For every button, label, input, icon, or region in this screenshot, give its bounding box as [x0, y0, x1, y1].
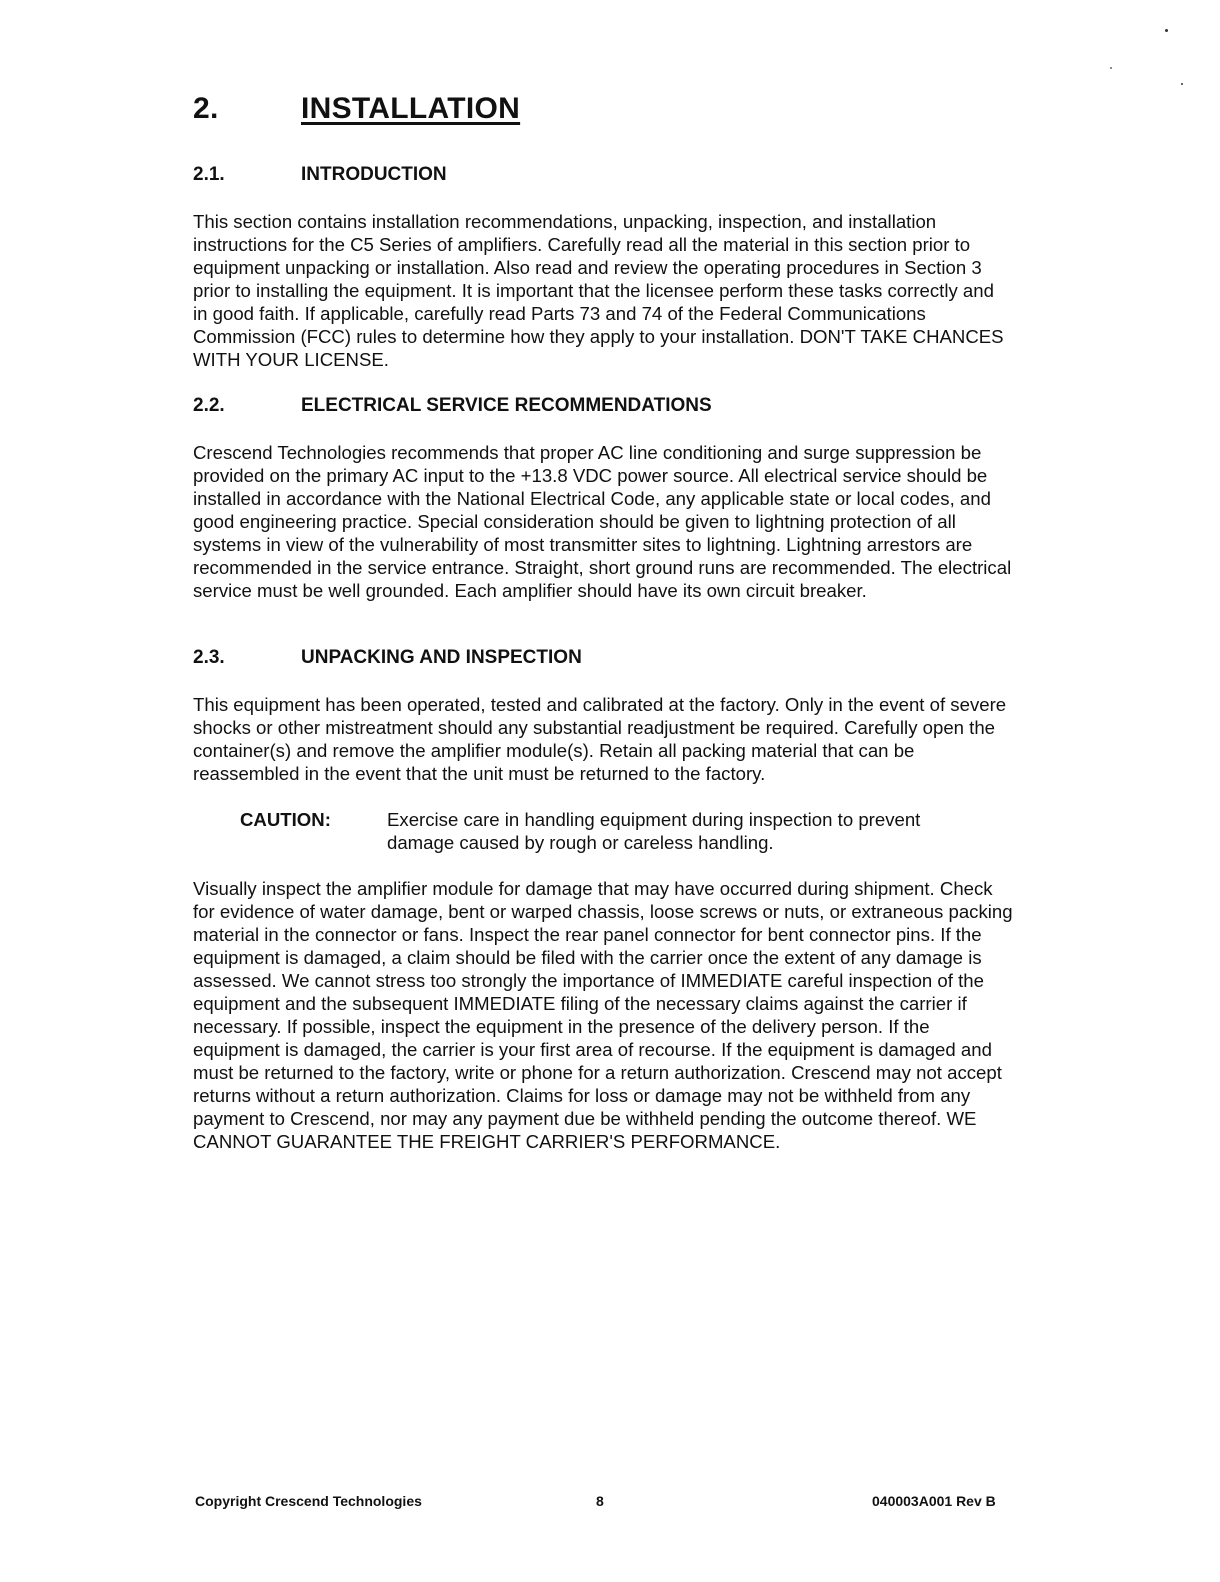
scan-speck [1165, 29, 1168, 32]
introduction-paragraph: This section contains installation recommendations, unpacking, inspection, and installation instructions for the C5 Series of amplifiers. Carefully read all the material in this section prior to equipment unpacking or installation. Also read and review the operating procedures in Section 3 prior to installing the equipment. It is important that the licensee perform these tasks correctly and in good faith. If applicable, carefully read Parts 73 and 74 of the Federal Communications Commission (FCC) rules to determine how they apply to your installation. DON'T TAKE CHANCES WITH YOUR LICENSE. [193, 211, 1004, 370]
electrical-service-paragraph: Crescend Technologies recommends that proper AC line conditioning and surge suppression be provided on the primary AC input to the +13.8 VDC power source. All electrical service should be installed in accordance with the National Electrical Code, any applicable state or local codes, and good engineering practice. Special consideration should be given to lightning protection of all systems in view of the vulnerability of most transmitter sites to lightning. Lightning arrestors are recommended in the service entrance. Straight, short ground runs are recommended. The electrical service must be well grounded. Each amplifier should have its own circuit breaker. [193, 442, 1012, 601]
chapter-title: INSTALLATION [301, 92, 521, 125]
footer-doc-number: 040003A001 Rev B [872, 1493, 996, 1509]
footer-copyright: Copyright Crescend Technologies [195, 1493, 422, 1509]
section-title: INTRODUCTION [301, 164, 447, 185]
section-number: 2.2. [193, 395, 225, 416]
scan-speck [1110, 67, 1112, 69]
caution-label: CAUTION: [240, 809, 331, 830]
section-number: 2.1. [193, 164, 225, 185]
chapter-number: 2. [193, 92, 219, 125]
caution-text: Exercise care in handling equipment during inspection to prevent damage caused by rough or careless handling. [387, 809, 921, 853]
section-number: 2.3. [193, 647, 225, 668]
footer-page-number: 8 [596, 1493, 604, 1509]
inspection-paragraph: Visually inspect the amplifier module for damage that may have occurred during shipment. Check for evidence of water damage, bent or warped chassis, loose screws or nuts, or extraneous packing material in the connector or fans. Inspect the rear panel connector for bent connector pins. If the equipment is damaged, a claim should be filed with the carrier once the extent of any damage is assessed. We cannot stress too strongly the importance of IMMEDIATE careful inspection of the equipment and the subsequent IMMEDIATE filing of the necessary claims against the carrier if necessary. If possible, inspect the equipment in the presence of the delivery person. If the equipment is damaged, the carrier is your first area of recourse. If the equipment is damaged and must be returned to the factory, write or phone for a return authorization. Crescend may not accept returns without a return authorization. Claims for loss or damage may not be withheld from any payment to Crescend, nor may any payment due be withheld pending the outcome thereof. WE CANNOT GUARANTEE THE FREIGHT CARRIER'S PERFORMANCE. [193, 878, 1013, 1152]
unpacking-paragraph: This equipment has been operated, tested and calibrated at the factory. Only in the event of severe shocks or other mistreatment should any substantial readjustment be required. Carefully open the container(s) and remove the amplifier module(s). Retain all packing material that can be reassembled in the event that the unit must be returned to the factory. [193, 694, 1007, 784]
section-title: ELECTRICAL SERVICE RECOMMENDATIONS [301, 395, 712, 416]
section-title: UNPACKING AND INSPECTION [301, 647, 582, 668]
scan-speck [1181, 83, 1183, 85]
